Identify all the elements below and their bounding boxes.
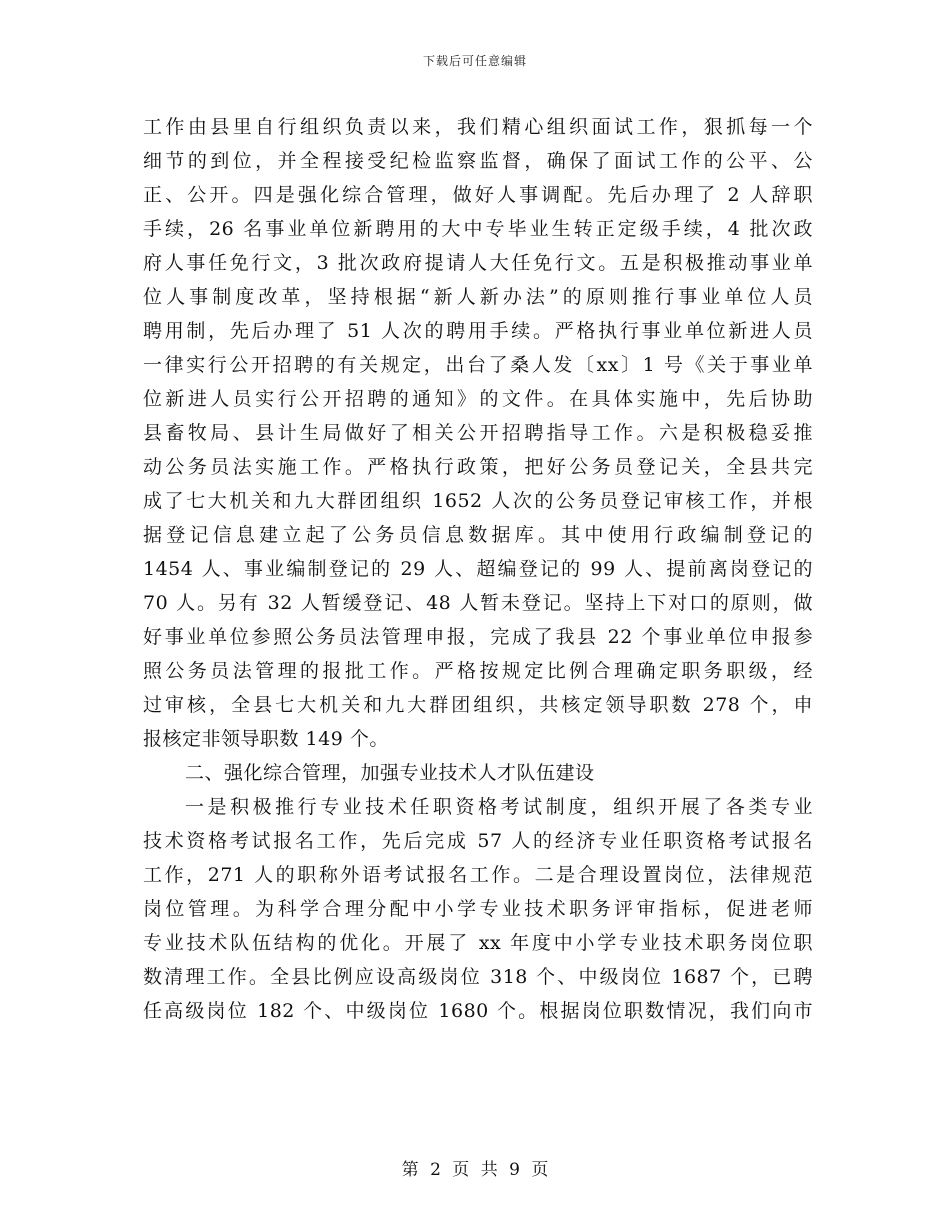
body-line: 技术资格考试报名工作，先后完成 57 人的经济专业任职资格考试报名 (143, 830, 813, 852)
body-line: 70 人。另有 32 人暂缓登记、48 人暂未登记。坚持上下对口的原则，做 (143, 592, 813, 614)
body-line: 位新进人员实行公开招聘的通知》的文件。在具体实施中，先后协助 (143, 388, 813, 410)
page-number: 第 2 页 共 9 页 (401, 1160, 549, 1180)
body-line: 府人事任免行文，3 批次政府提请人大任免行文。五是积极推动事业单 (143, 252, 813, 274)
body-line: 县畜牧局、县计生局做好了相关公开招聘指导工作。六是积极稳妥推 (143, 422, 813, 444)
body-line: 细节的到位，并全程接受纪检监察监督，确保了面试工作的公平、公 (143, 150, 813, 172)
body-line: 1454 人、事业编制登记的 29 人、超编登记的 99 人、提前离岗登记的 (143, 558, 813, 580)
body-line: 岗位管理。为科学合理分配中小学专业技术职务评审指标，促进老师 (143, 898, 813, 920)
body-line: 据登记信息建立起了公务员信息数据库。其中使用行政编制登记的 (143, 524, 813, 546)
body-line: 一律实行公开招聘的有关规定，出台了桑人发〔xx〕1 号《关于事业单 (143, 354, 813, 376)
body-line: 照公务员法管理的报批工作。严格按规定比例合理确定职务职级，经 (143, 660, 813, 682)
body-line: 报核定非领导职数 149 个。 (143, 728, 389, 750)
body-line: 任高级岗位 182 个、中级岗位 1680 个。根据岗位职数情况，我们向市 (143, 1000, 813, 1022)
body-line: 成了七大机关和九大群团组织 1652 人次的公务员登记审核工作，并根 (143, 490, 813, 512)
document-body (143, 110, 813, 1028)
body-line: 聘用制，先后办理了 51 人次的聘用手续。严格执行事业单位新进人员 (143, 320, 813, 342)
page-header: 下载后可任意编辑 (422, 54, 527, 68)
body-line: 位人事制度改革，坚持根据“新人新办法”的原则推行事业单位人员 (143, 286, 813, 308)
body-line: 一是积极推行专业技术任职资格考试制度，组织开展了各类专业 (185, 796, 813, 818)
body-line: 工作，271 人的职称外语考试报名工作。二是合理设置岗位，法律规范 (143, 864, 813, 886)
body-line: 手续，26 名事业单位新聘用的大中专毕业生转正定级手续，4 批次政 (143, 218, 813, 240)
body-line: 动公务员法实施工作。严格执行政策，把好公务员登记关，全县共完 (143, 456, 813, 478)
body-line: 正、公开。四是强化综合管理，做好人事调配。先后办理了 2 人辞职 (143, 184, 813, 206)
body-line: 数清理工作。全县比例应设高级岗位 318 个、中级岗位 1687 个，已聘 (143, 966, 813, 988)
section-heading: 二、强化综合管理，加强专业技术人才队伍建设 (185, 762, 595, 784)
body-line: 好事业单位参照公务员法管理申报，完成了我县 22 个事业单位申报参 (143, 626, 813, 648)
body-line: 过审核，全县七大机关和九大群团组织，共核定领导职数 278 个，申 (143, 694, 813, 716)
body-line: 专业技术队伍结构的优化。开展了 xx 年度中小学专业技术职务岗位职 (143, 932, 813, 954)
body-line: 工作由县里自行组织负责以来，我们精心组织面试工作，狠抓每一个 (143, 116, 813, 138)
